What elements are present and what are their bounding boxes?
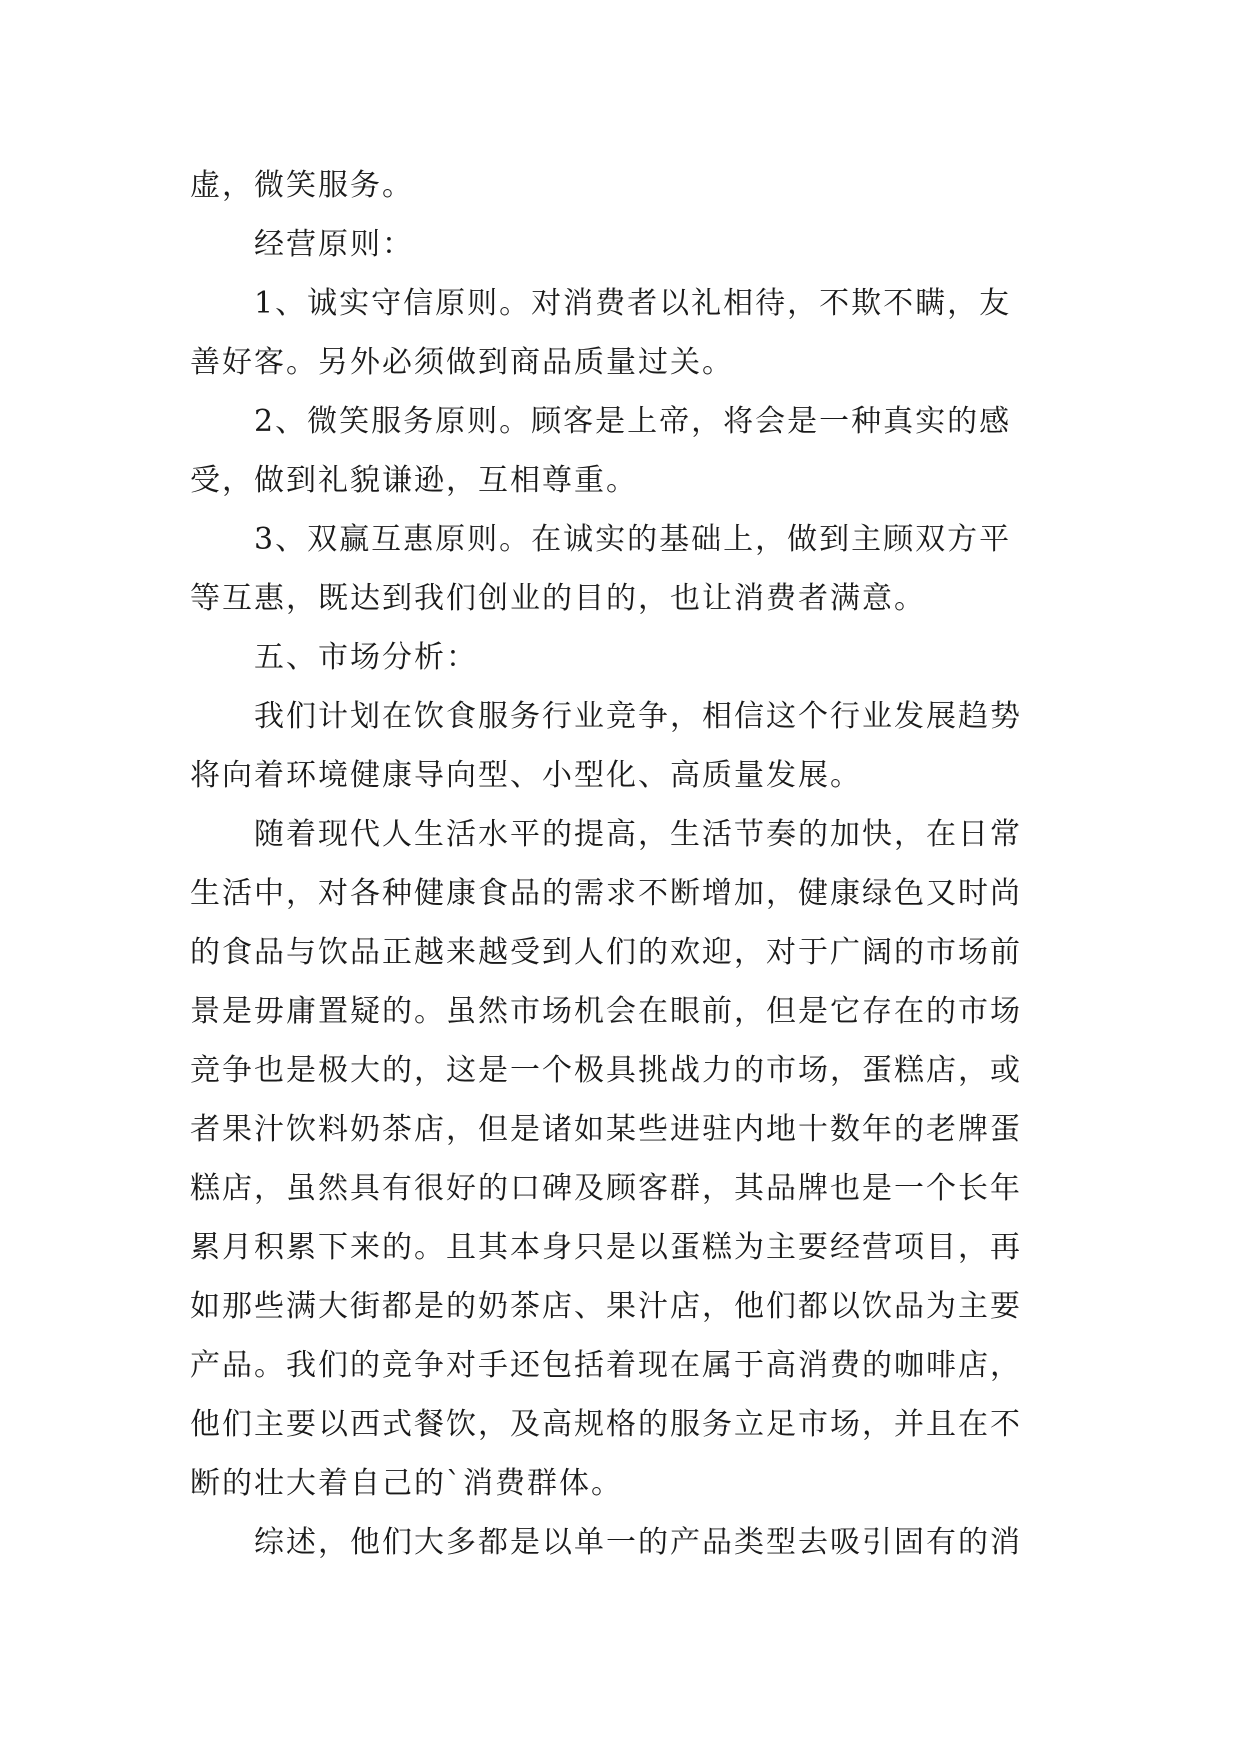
text-line: 糕店，虽然具有很好的口碑及顾客群，其品牌也是一个长年 [190, 1171, 1022, 1206]
text-line: 1、诚实守信原则。对消费者以礼相待，不欺不瞒，友 [254, 286, 1012, 321]
text-line: 善好客。另外必须做到商品质量过关。 [190, 345, 734, 380]
text-line: 他们主要以西式餐饮，及高规格的服务立足市场，并且在不 [190, 1407, 1022, 1442]
text-line: 受，做到礼貌谦逊，互相尊重。 [190, 463, 638, 498]
document-body [190, 156, 1050, 1572]
text-line: 如那些满大街都是的奶茶店、果汁店，他们都以饮品为主要 [190, 1289, 1022, 1324]
text-line: 生活中，对各种健康食品的需求不断增加，健康绿色又时尚 [190, 876, 1022, 911]
text-line: 经营原则： [254, 227, 414, 262]
text-line: 将向着环境健康导向型、小型化、高质量发展。 [190, 758, 862, 793]
section-heading: 五、市场分析： [254, 640, 478, 675]
text-line: 产品。我们的竞争对手还包括着现在属于高消费的咖啡店， [190, 1348, 1022, 1383]
text-line: 我们计划在饮食服务行业竞争，相信这个行业发展趋势 [254, 699, 1022, 734]
text-line: 等互惠，既达到我们创业的目的，也让消费者满意。 [190, 581, 926, 616]
text-line: 2、微笑服务原则。顾客是上帝，将会是一种真实的感 [254, 404, 1012, 439]
text-line: 3、双赢互惠原则。在诚实的基础上，做到主顾双方平 [254, 522, 1012, 557]
text-line: 景是毋庸置疑的。虽然市场机会在眼前，但是它存在的市场 [190, 994, 1022, 1029]
text-line: 累月积累下来的。且其本身只是以蛋糕为主要经营项目，再 [190, 1230, 1022, 1265]
text-line: 随着现代人生活水平的提高，生活节奏的加快，在日常 [254, 817, 1022, 852]
text-line: 的食品与饮品正越来越受到人们的欢迎，对于广阔的市场前 [190, 935, 1022, 970]
text-line: 者果汁饮料奶茶店，但是诸如某些进驻内地十数年的老牌蛋 [190, 1112, 1022, 1147]
text-line: 综述，他们大多都是以单一的产品类型去吸引固有的消 [254, 1525, 1022, 1560]
text-line: 竞争也是极大的，这是一个极具挑战力的市场，蛋糕店，或 [190, 1053, 1022, 1088]
text-line: 虚，微笑服务。 [190, 168, 414, 203]
text-line: 断的壮大着自己的`消费群体。 [190, 1466, 623, 1501]
